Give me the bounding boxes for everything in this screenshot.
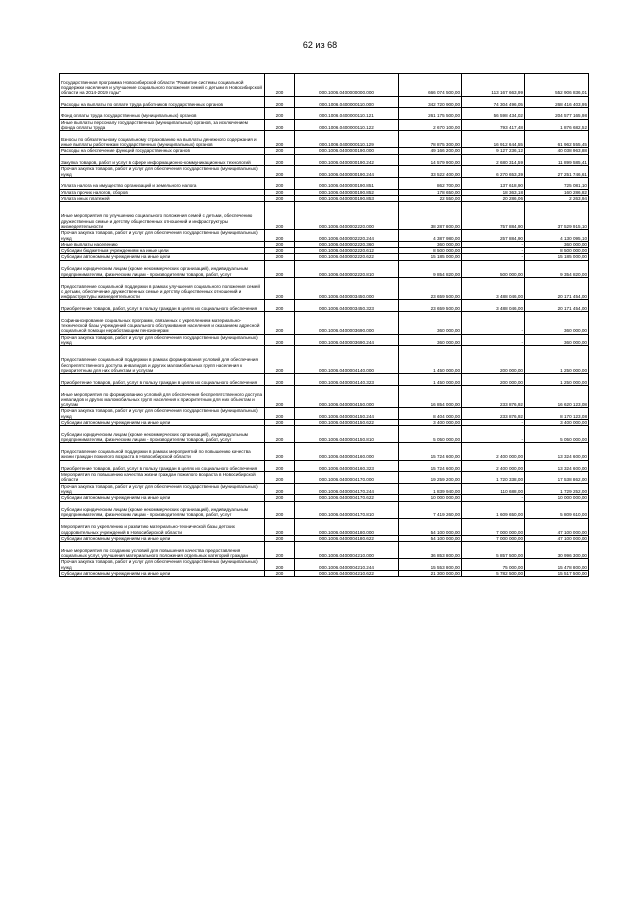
budget-code-cell: 000.1006.0400000000.000 xyxy=(295,74,399,97)
admin-code-cell: 200 xyxy=(265,230,295,242)
budget-code-cell: 000.1006.0400004170.622 xyxy=(295,495,399,501)
approved-amount-cell: 7 419 260,00 xyxy=(399,501,462,518)
table-row xyxy=(60,542,589,559)
table-row xyxy=(60,300,589,312)
budget-code-cell: 000.1006.0400004150.000 xyxy=(295,385,399,408)
remaining-amount-cell: 9 354 820,00 xyxy=(525,260,589,277)
executed-amount-cell: 257 884,90 xyxy=(462,230,525,242)
table-row xyxy=(60,374,589,386)
approved-amount-cell: 8 404 000,00 xyxy=(399,408,462,420)
table-row xyxy=(60,559,589,571)
remaining-amount-cell: 30 996 300,00 xyxy=(525,542,589,559)
admin-code-cell: 200 xyxy=(265,248,295,254)
executed-amount-cell: 2 400 000,00 xyxy=(462,443,525,460)
row-name-cell: Иные мероприятия по улучшению социального положения семей с детьми, обеспечению дружественных семье и детству общественных отношений и инфраструктуры жизнедеятельности xyxy=(60,202,265,230)
remaining-amount-cell: 61 962 555,45 xyxy=(525,131,589,148)
approved-amount-cell: 360 000,00 xyxy=(399,334,462,346)
budget-code-cell: 000.1006.0400000110.122 xyxy=(295,119,399,131)
executed-amount-cell: 56 598 434,02 xyxy=(462,108,525,120)
budget-code-cell: 000.1006.0400004140.000 xyxy=(295,346,399,374)
remaining-amount-cell: 4 130 095,10 xyxy=(525,230,589,242)
executed-amount-cell: 75 000,00 xyxy=(462,559,525,571)
remaining-amount-cell: 360 000,00 xyxy=(525,334,589,346)
table-row xyxy=(60,408,589,420)
budget-code-cell: 000.1006.0400000190.242 xyxy=(295,154,399,166)
admin-code-cell: 200 xyxy=(265,385,295,408)
executed-amount-cell: 2 680 314,59 xyxy=(462,154,525,166)
remaining-amount-cell: 15 517 500,00 xyxy=(525,570,589,576)
remaining-amount-cell: 1 876 682,52 xyxy=(525,119,589,131)
row-name-cell: Мероприятия по повышению качества жизни граждан пожилого возраста в Новосибирской области xyxy=(60,472,265,484)
executed-amount-cell: 233 876,92 xyxy=(462,385,525,408)
admin-code-cell: 200 xyxy=(265,277,295,300)
budget-code-cell: 000.1006.0400000110.129 xyxy=(295,131,399,148)
remaining-amount-cell: 13 324 600,00 xyxy=(525,443,589,460)
row-name-cell: Субсидии юридическим лицам (кроме некоммерческих организаций), индивидуальным предпринимателям, физическим лицам - производителям товаров, работ, услуг xyxy=(60,426,265,443)
remaining-amount-cell: 725 081,10 xyxy=(525,177,589,189)
remaining-amount-cell: 5 809 610,00 xyxy=(525,501,589,518)
approved-amount-cell: 49 166 200,00 xyxy=(399,148,462,154)
executed-amount-cell: 16 912 644,55 xyxy=(462,131,525,148)
row-name-cell: Субсидии юридическим лицам (кроме некоммерческих организаций), индивидуальным предпринимателям, физическим лицам - производителям товаров, работ, услуг xyxy=(60,260,265,277)
table-row xyxy=(60,501,589,518)
remaining-amount-cell: 1 250 000,00 xyxy=(525,346,589,374)
budget-code-cell: 000.1006.0400000190.851 xyxy=(295,177,399,189)
remaining-amount-cell: 1 729 252,00 xyxy=(525,483,589,495)
table-row xyxy=(60,346,589,374)
budget-code-cell: 000.1006.0400000110.000 xyxy=(295,96,399,108)
remaining-amount-cell: 2 263,94 xyxy=(525,195,589,201)
executed-amount-cell: 793 417,48 xyxy=(462,119,525,131)
budget-code-cell: 000.1006.0400004150.622 xyxy=(295,420,399,426)
remaining-amount-cell: 40 038 963,88 xyxy=(525,148,589,154)
remaining-amount-cell: 13 324 600,00 xyxy=(525,460,589,472)
remaining-amount-cell: 16 620 123,08 xyxy=(525,385,589,408)
row-name-cell: Иные выплаты населению xyxy=(60,241,265,247)
table-row xyxy=(60,443,589,460)
row-name-cell: Расходы на выплаты по оплате труда работников государственных органов xyxy=(60,96,265,108)
admin-code-cell: 200 xyxy=(265,74,295,97)
row-name-cell: Прочая закупка товаров, работ и услуг для обеспечения государственных (муниципальных) нужд xyxy=(60,483,265,495)
executed-amount-cell: 6 270 653,39 xyxy=(462,166,525,178)
approved-amount-cell: 22 550,00 xyxy=(399,195,462,201)
table-row xyxy=(60,460,589,472)
admin-code-cell: 200 xyxy=(265,131,295,148)
budget-code-cell: 000.1006.0400004210.000 xyxy=(295,542,399,559)
executed-amount-cell: - xyxy=(462,420,525,426)
executed-amount-cell: 7 000 000,00 xyxy=(462,535,525,541)
approved-amount-cell: 1 450 000,00 xyxy=(399,346,462,374)
budget-code-cell: 000.1006.0400004180.622 xyxy=(295,535,399,541)
row-name-cell: Субсидии бюджетным учреждениям на иные цели xyxy=(60,248,265,254)
table-row xyxy=(60,108,589,120)
table-row xyxy=(60,483,589,495)
table-row xyxy=(60,177,589,189)
admin-code-cell: 200 xyxy=(265,426,295,443)
executed-amount-cell: - xyxy=(462,495,525,501)
table-row xyxy=(60,277,589,300)
row-name-cell: Предоставление социальной поддержки в рамках улучшения социального положения семей с детьми, обеспечение дружественных семье и детству общественных отношений и инфраструктуры жизнедеятельности xyxy=(60,277,265,300)
budget-code-cell: 000.1006.0400003690.000 xyxy=(295,312,399,335)
row-name-cell: Приобретение товаров, работ, услуг в пользу граждан в целях их социального обеспечения xyxy=(60,300,265,312)
row-name-cell: Мероприятия по укреплению и развитию материально-технической базы детских оздоровительных учреждений в Новосибирской области xyxy=(60,518,265,535)
row-name-cell: Прочая закупка товаров, работ и услуг для обеспечения государственных (муниципальных) нужд xyxy=(60,559,265,571)
executed-amount-cell: 1 609 650,00 xyxy=(462,501,525,518)
executed-amount-cell: 113 167 663,99 xyxy=(462,74,525,97)
row-name-cell: Субсидии автономным учреждениям на иные цели xyxy=(60,535,265,541)
executed-amount-cell: - xyxy=(462,334,525,346)
remaining-amount-cell: 552 906 836,01 xyxy=(525,74,589,97)
budget-code-cell: 000.1006.0400003690.244 xyxy=(295,334,399,346)
remaining-amount-cell: 360 000,00 xyxy=(525,241,589,247)
admin-code-cell: 200 xyxy=(265,195,295,201)
table-row xyxy=(60,570,589,576)
executed-amount-cell: 3 488 046,00 xyxy=(462,277,525,300)
executed-amount-cell: 7 000 000,00 xyxy=(462,518,525,535)
executed-amount-cell: 20 286,06 xyxy=(462,195,525,201)
row-name-cell: Приобретение товаров, работ, услуг в пользу граждан в целях их социального обеспечения xyxy=(60,374,265,386)
executed-amount-cell: 2 400 000,00 xyxy=(462,460,525,472)
table-row xyxy=(60,131,589,148)
admin-code-cell: 200 xyxy=(265,202,295,230)
budget-code-cell: 000.1006.0400003450.000 xyxy=(295,277,399,300)
executed-amount-cell: 757 884,90 xyxy=(462,202,525,230)
admin-code-cell: 200 xyxy=(265,472,295,484)
table-row xyxy=(60,74,589,97)
admin-code-cell: 200 xyxy=(265,254,295,260)
table-row xyxy=(60,518,589,535)
admin-code-cell: 200 xyxy=(265,96,295,108)
executed-amount-cell: 18 363,18 xyxy=(462,189,525,195)
table-row xyxy=(60,260,589,277)
approved-amount-cell: 15 724 600,00 xyxy=(399,460,462,472)
executed-amount-cell: - xyxy=(462,248,525,254)
remaining-amount-cell: 47 100 000,00 xyxy=(525,535,589,541)
approved-amount-cell: 5 050 000,00 xyxy=(399,426,462,443)
row-name-cell: Иные мероприятия по созданию условий для повышения качества предоставления социальных услуг, улучшения материального положения отдельных категорий граждан xyxy=(60,542,265,559)
executed-amount-cell: - xyxy=(462,312,525,335)
remaining-amount-cell: 160 286,82 xyxy=(525,189,589,195)
executed-amount-cell: 137 618,90 xyxy=(462,177,525,189)
approved-amount-cell: 23 659 500,00 xyxy=(399,300,462,312)
budget-code-cell: 000.1006.0400002220.244 xyxy=(295,230,399,242)
executed-amount-cell: 74 304 496,05 xyxy=(462,96,525,108)
admin-code-cell: 200 xyxy=(265,241,295,247)
admin-code-cell: 200 xyxy=(265,300,295,312)
budget-code-cell: 000.1006.0400004140.323 xyxy=(295,374,399,386)
remaining-amount-cell: 268 416 403,95 xyxy=(525,96,589,108)
remaining-amount-cell: 20 171 454,00 xyxy=(525,300,589,312)
approved-amount-cell: 33 522 400,00 xyxy=(399,166,462,178)
budget-code-cell: 000.1006.0400004150.810 xyxy=(295,426,399,443)
admin-code-cell: 200 xyxy=(265,334,295,346)
admin-code-cell: 200 xyxy=(265,166,295,178)
table-row xyxy=(60,166,589,178)
approved-amount-cell: 14 579 900,00 xyxy=(399,154,462,166)
admin-code-cell: 200 xyxy=(265,559,295,571)
row-name-cell: Софинансирование социальных программ, связанных с укреплением материально-технической базы учреждений социального обслуживания населения и оказанием адресной социальной помощи неработающим пенсионерам xyxy=(60,312,265,335)
row-name-cell: Иные мероприятия по формированию условий для обеспечения беспрепятственного доступа инвалидов и других маломобильных групп населения к приоритетным для них объектам и услугам xyxy=(60,385,265,408)
approved-amount-cell: 23 659 500,00 xyxy=(399,277,462,300)
admin-code-cell: 200 xyxy=(265,119,295,131)
row-name-cell: Предоставление социальной поддержки в рамках мероприятий по повышению качества жизни граждан пожилого возраста в Новосибирской области xyxy=(60,443,265,460)
row-name-cell: Субсидии автономным учреждениям на иные цели xyxy=(60,495,265,501)
executed-amount-cell: 500 000,00 xyxy=(462,260,525,277)
table-row xyxy=(60,472,589,484)
row-name-cell: Уплата иных платежей xyxy=(60,195,265,201)
admin-code-cell: 200 xyxy=(265,495,295,501)
row-name-cell: Прочая закупка товаров, работ и услуг для обеспечения государственных (муниципальных) нужд xyxy=(60,230,265,242)
admin-code-cell: 200 xyxy=(265,570,295,576)
executed-amount-cell: 200 000,00 xyxy=(462,374,525,386)
admin-code-cell: 200 xyxy=(265,148,295,154)
budget-code-cell: 000.1006.0400000190.852 xyxy=(295,189,399,195)
row-name-cell: Прочая закупка товаров, работ и услуг для обеспечения государственных (муниципальных) нужд xyxy=(60,166,265,178)
approved-amount-cell: 261 175 500,00 xyxy=(399,108,462,120)
executed-amount-cell: - xyxy=(462,241,525,247)
remaining-amount-cell: 11 899 585,41 xyxy=(525,154,589,166)
remaining-amount-cell: 47 100 000,00 xyxy=(525,518,589,535)
budget-code-cell: 000.1006.0400000190.853 xyxy=(295,195,399,201)
admin-code-cell: 200 xyxy=(265,460,295,472)
approved-amount-cell: 78 875 300,00 xyxy=(399,131,462,148)
executed-amount-cell: 200 000,00 xyxy=(462,346,525,374)
admin-code-cell: 200 xyxy=(265,535,295,541)
row-name-cell: Закупка товаров, работ и услуг в сфере информационно-коммуникационных технологий xyxy=(60,154,265,166)
admin-code-cell: 200 xyxy=(265,483,295,495)
approved-amount-cell: 8 500 000,00 xyxy=(399,248,462,254)
remaining-amount-cell: 1 250 000,00 xyxy=(525,374,589,386)
remaining-amount-cell: 8 170 123,08 xyxy=(525,408,589,420)
remaining-amount-cell: 20 171 454,00 xyxy=(525,277,589,300)
table-row xyxy=(60,312,589,335)
remaining-amount-cell: 37 529 915,10 xyxy=(525,202,589,230)
remaining-amount-cell: 27 251 746,61 xyxy=(525,166,589,178)
budget-code-cell: 000.1006.0400002220.810 xyxy=(295,260,399,277)
budget-execution-table xyxy=(59,73,589,577)
executed-amount-cell: - xyxy=(462,426,525,443)
table-row xyxy=(60,119,589,131)
admin-code-cell: 200 xyxy=(265,177,295,189)
row-name-cell: Субсидии автономным учреждениям на иные цели xyxy=(60,254,265,260)
admin-code-cell: 200 xyxy=(265,518,295,535)
remaining-amount-cell: 10 000 000,00 xyxy=(525,495,589,501)
table-row xyxy=(60,334,589,346)
executed-amount-cell: 110 688,00 xyxy=(462,483,525,495)
budget-code-cell: 000.1006.0400000190.000 xyxy=(295,148,399,154)
budget-code-cell: 000.1006.0400003450.323 xyxy=(295,300,399,312)
approved-amount-cell: 1 450 000,00 xyxy=(399,374,462,386)
approved-amount-cell: 54 100 000,00 xyxy=(399,518,462,535)
budget-code-cell: 000.1006.0400004170.810 xyxy=(295,501,399,518)
approved-amount-cell: 38 287 800,00 xyxy=(399,202,462,230)
budget-code-cell: 000.1006.0400000190.244 xyxy=(295,166,399,178)
budget-code-cell: 000.1006.0400004180.000 xyxy=(295,518,399,535)
budget-code-cell: 000.1006.0400004210.244 xyxy=(295,559,399,571)
approved-amount-cell: 1 839 940,00 xyxy=(399,483,462,495)
row-name-cell: Уплата прочих налогов, сборов xyxy=(60,189,265,195)
admin-code-cell: 200 xyxy=(265,260,295,277)
executed-amount-cell: 1 720 338,00 xyxy=(462,472,525,484)
approved-amount-cell: 19 259 200,00 xyxy=(399,472,462,484)
approved-amount-cell: 16 854 000,00 xyxy=(399,385,462,408)
row-name-cell: Расходы на обеспечение функций государственных органов xyxy=(60,148,265,154)
table-row xyxy=(60,230,589,242)
remaining-amount-cell: 15 478 800,00 xyxy=(525,559,589,571)
admin-code-cell: 200 xyxy=(265,189,295,195)
row-name-cell: Фонд оплаты труда государственных (муниципальных) органов xyxy=(60,108,265,120)
admin-code-cell: 200 xyxy=(265,542,295,559)
approved-amount-cell: 15 185 000,00 xyxy=(399,254,462,260)
remaining-amount-cell: 8 500 000,00 xyxy=(525,248,589,254)
approved-amount-cell: 666 074 500,00 xyxy=(399,74,462,97)
admin-code-cell: 200 xyxy=(265,443,295,460)
approved-amount-cell: 54 100 000,00 xyxy=(399,535,462,541)
admin-code-cell: 200 xyxy=(265,312,295,335)
admin-code-cell: 200 xyxy=(265,420,295,426)
approved-amount-cell: 15 553 800,00 xyxy=(399,559,462,571)
budget-code-cell: 000.1006.0400002220.000 xyxy=(295,202,399,230)
admin-code-cell: 200 xyxy=(265,408,295,420)
table-row xyxy=(60,202,589,230)
budget-code-cell: 000.1006.0400004160.323 xyxy=(295,460,399,472)
approved-amount-cell: 10 000 000,00 xyxy=(399,495,462,501)
approved-amount-cell: 9 854 820,00 xyxy=(399,260,462,277)
executed-amount-cell: 5 782 500,00 xyxy=(462,570,525,576)
table-row xyxy=(60,96,589,108)
budget-code-cell: 000.1006.0400002220.622 xyxy=(295,254,399,260)
remaining-amount-cell: 17 538 862,00 xyxy=(525,472,589,484)
budget-code-cell: 000.1006.0400004170.000 xyxy=(295,472,399,484)
row-name-cell: Государственная программа Новосибирской области "Развитие системы социальной поддержки населения и улучшение социального положения семей с детьми в Новосибирской области на 2014-2019 годы" xyxy=(60,74,265,97)
budget-code-cell: 000.1006.0400002220.612 xyxy=(295,248,399,254)
budget-code-cell: 000.1006.0400004150.244 xyxy=(295,408,399,420)
row-name-cell: Прочая закупка товаров, работ и услуг для обеспечения государственных (муниципальных) нужд xyxy=(60,334,265,346)
approved-amount-cell: 36 853 800,00 xyxy=(399,542,462,559)
remaining-amount-cell: 3 400 000,00 xyxy=(525,420,589,426)
table-row xyxy=(60,426,589,443)
approved-amount-cell: 21 300 000,00 xyxy=(399,570,462,576)
executed-amount-cell: 3 488 046,00 xyxy=(462,300,525,312)
executed-amount-cell: - xyxy=(462,254,525,260)
table-row xyxy=(60,535,589,541)
remaining-amount-cell: 5 050 000,00 xyxy=(525,426,589,443)
row-name-cell: Иные выплаты персоналу государственных (муниципальных) органов, за исключением фонда оплаты труда xyxy=(60,119,265,131)
remaining-amount-cell: 15 185 000,00 xyxy=(525,254,589,260)
approved-amount-cell: 178 650,00 xyxy=(399,189,462,195)
executed-amount-cell: 5 857 500,00 xyxy=(462,542,525,559)
approved-amount-cell: 862 700,00 xyxy=(399,177,462,189)
page-number: 62 из 68 xyxy=(302,40,338,50)
row-name-cell: Субсидии автономным учреждениям на иные цели xyxy=(60,420,265,426)
approved-amount-cell: 360 000,00 xyxy=(399,241,462,247)
table-row xyxy=(60,154,589,166)
table-row xyxy=(60,385,589,408)
remaining-amount-cell: 360 000,00 xyxy=(525,312,589,335)
approved-amount-cell: 360 000,00 xyxy=(399,312,462,335)
row-name-cell: Субсидии юридическим лицам (кроме некоммерческих организаций), индивидуальным предпринимателям, физическим лицам - производителям товаров, работ, услуг xyxy=(60,501,265,518)
table-row xyxy=(60,148,589,154)
budget-code-cell: 000.1006.0400000110.121 xyxy=(295,108,399,120)
table-body xyxy=(60,74,589,577)
executed-amount-cell: 233 876,92 xyxy=(462,408,525,420)
approved-amount-cell: 342 720 900,00 xyxy=(399,96,462,108)
approved-amount-cell: 15 724 600,00 xyxy=(399,443,462,460)
admin-code-cell: 200 xyxy=(265,346,295,374)
row-name-cell: Приобретение товаров, работ, услуг в пользу граждан в целях их социального обеспечения xyxy=(60,460,265,472)
admin-code-cell: 200 xyxy=(265,374,295,386)
executed-amount-cell: 9 127 236,12 xyxy=(462,148,525,154)
approved-amount-cell: 2 670 100,00 xyxy=(399,119,462,131)
admin-code-cell: 200 xyxy=(265,501,295,518)
row-name-cell: Взносы по обязательному социальному страхованию на выплаты денежного содержания и иные выплаты работникам государственных (муниципальных) органов xyxy=(60,131,265,148)
row-name-cell: Субсидии автономным учреждениям на иные цели xyxy=(60,570,265,576)
budget-code-cell: 000.1006.0400004210.622 xyxy=(295,570,399,576)
budget-code-cell: 000.1006.0400004160.000 xyxy=(295,443,399,460)
row-name-cell: Прочая закупка товаров, работ и услуг для обеспечения государственных (муниципальных) нужд xyxy=(60,408,265,420)
approved-amount-cell: 4 387 980,00 xyxy=(399,230,462,242)
budget-code-cell: 000.1006.0400002220.360 xyxy=(295,241,399,247)
admin-code-cell: 200 xyxy=(265,154,295,166)
budget-code-cell: 000.1006.0400004170.244 xyxy=(295,483,399,495)
admin-code-cell: 200 xyxy=(265,108,295,120)
row-name-cell: Уплата налога на имущество организаций и земельного налога xyxy=(60,177,265,189)
remaining-amount-cell: 204 577 165,98 xyxy=(525,108,589,120)
row-name-cell: Предоставление социальной поддержки в рамках формирования условий для обеспечения беспрепятственного доступа инвалидов и других маломобильных групп населения к приоритетным для них объектам и услугам xyxy=(60,346,265,374)
approved-amount-cell: 3 400 000,00 xyxy=(399,420,462,426)
